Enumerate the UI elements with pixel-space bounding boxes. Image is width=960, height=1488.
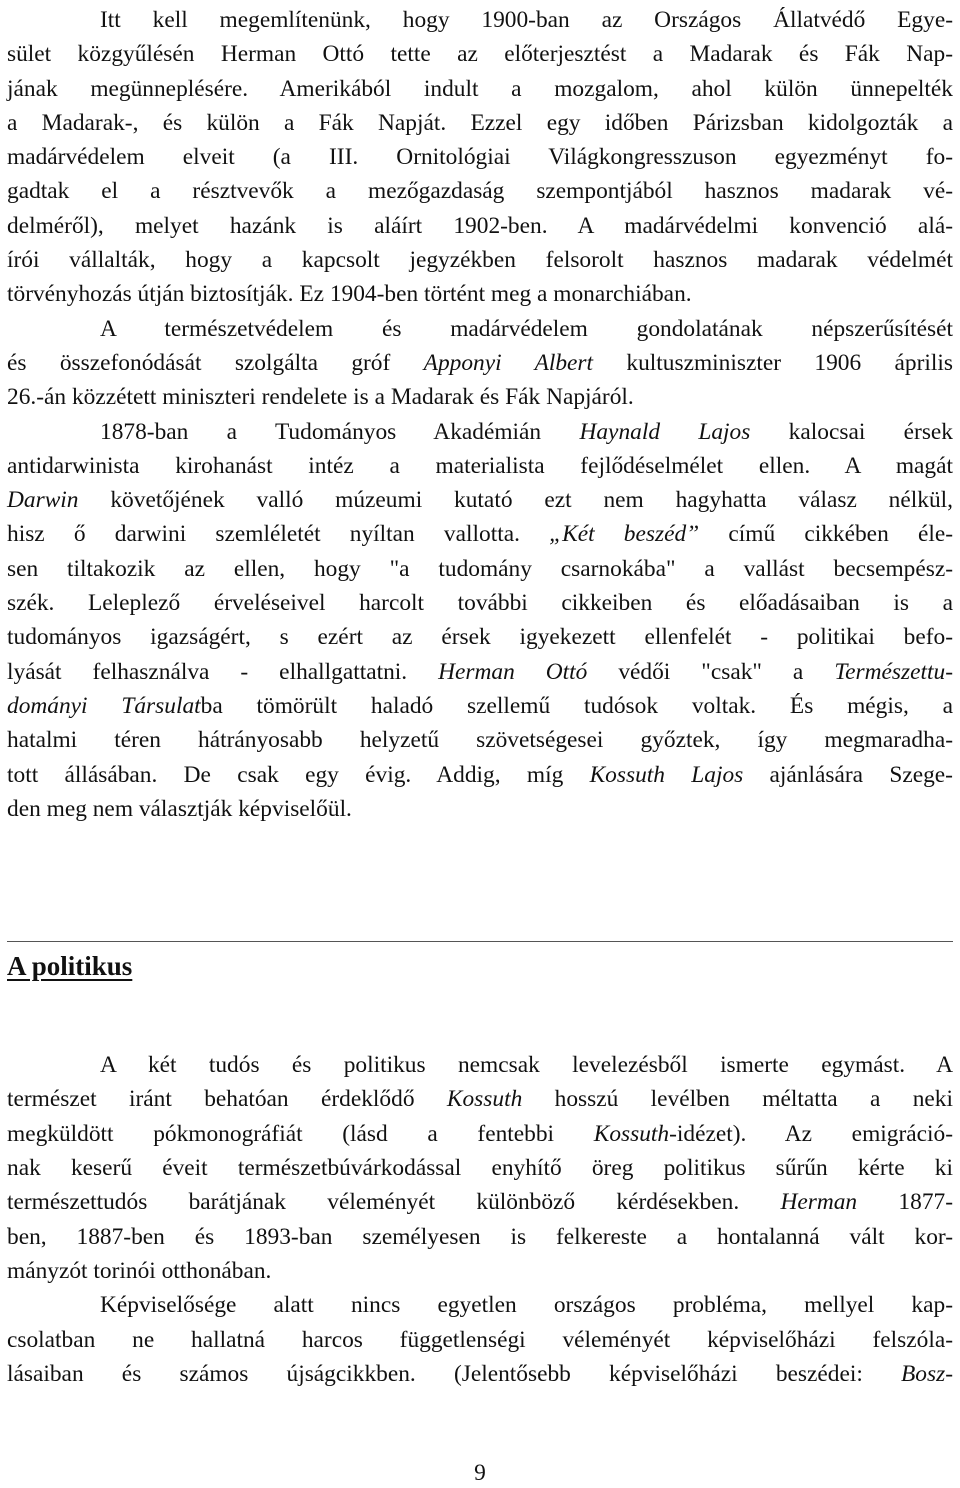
text-span: című cikkében éle- [699, 521, 953, 548]
text-line [7, 758, 953, 792]
italic-text: dományi Társulat [7, 692, 201, 719]
italic-text: Kossuth [593, 1120, 670, 1147]
text-span: kultuszminiszter 1906 április [593, 349, 953, 376]
text-line [7, 586, 953, 620]
text-span: szék. Leleplező érveléseivel harcolt további cikkeiben és előadásaiban is a [7, 590, 953, 617]
text-span: delméről), melyet hazánk is aláírt 1902-ben. A madárvédelmi konvenció alá- [7, 212, 953, 239]
text-span: kalocsai érsek [750, 418, 954, 445]
text-span: antidarwinista kirohanást intéz a materialista fejlődéselmélet ellen. A magát [7, 452, 953, 479]
text-span: követőjének valló múzeumi kutató ezt nem hagyhatta válasz nélkül, [78, 487, 953, 514]
text-span: hatalmi téren hátrányosabb helyzetű szövetségesei győztek, így megmaradha- [7, 727, 953, 754]
italic-text: Bosz- [901, 1360, 953, 1387]
text-line [7, 449, 953, 483]
text-span: A két tudós és politikus nemcsak levelezésből ismerte egymást. A [100, 1052, 953, 1079]
text-span: a Madarak-, és külön a Fák Napját. Ezzel egy időben Párizsban kidolgozták a [7, 109, 953, 136]
section-heading-text: A politikus [7, 951, 133, 982]
text-span: den meg nem választják képviselőül. [7, 795, 352, 822]
text-line [7, 1323, 953, 1357]
text-span: védői "csak" a [587, 658, 835, 685]
italic-text: Kossuth Lajos [589, 761, 744, 788]
text-line [7, 380, 953, 414]
text-span: sen tiltakozik az ellen, hogy "a tudomány csarnokába" a vallást becsempész- [7, 555, 953, 582]
text-span: tott állásában. De csak egy évig. Addig, míg [7, 761, 590, 788]
text-line [7, 415, 953, 449]
body-text-section-2 [7, 1048, 953, 1391]
text-line [7, 1151, 953, 1185]
italic-text: Herman [780, 1189, 858, 1216]
text-span: madárvédelem elveit (a III. Ornitológiai Világkongresszuson egyezményt fo- [7, 144, 953, 171]
text-span: lyását felhasználva - elhallgattatni. [7, 658, 439, 685]
text-span: hosszú levélben méltatta a neki [522, 1086, 953, 1113]
text-span: 1877- [857, 1189, 954, 1216]
text-span: 26.-án közzétett miniszteri rendelete is a Madarak és Fák Napjáról. [7, 384, 634, 411]
text-line [7, 689, 953, 723]
italic-text: Herman Ottó [438, 658, 588, 685]
text-line [7, 3, 953, 37]
text-line [7, 517, 953, 551]
document-page [7, 3, 953, 1391]
text-span: Itt kell megemlítenünk, hogy 1900-ban az Országos Állatvédő Egye- [100, 7, 953, 33]
text-line [7, 72, 953, 106]
text-span: mányzót torinói otthonában. [7, 1257, 272, 1284]
text-span: Képviselősége alatt nincs egyetlen országos probléma, mellyel kap- [100, 1292, 953, 1319]
text-line [7, 277, 953, 311]
text-line [7, 620, 953, 654]
text-span: csolatban ne hallatná harcos függetlenségi véleményét képviselőházi felszóla- [7, 1326, 953, 1353]
italic-text: Darwin [7, 487, 79, 514]
text-line [7, 243, 953, 277]
text-span: törvényhozás útján biztosítják. Ez 1904-ben történt meg a monarchiában. [7, 281, 692, 308]
text-line [7, 1254, 953, 1288]
text-line [7, 106, 953, 140]
text-line [7, 209, 953, 243]
text-span: jának megünneplésére. Amerikából indult a mozgalom, ahol külön ünnepelték [7, 75, 953, 102]
text-line [7, 37, 953, 71]
text-span: -idézet). Az emigráció- [669, 1120, 953, 1147]
text-line [7, 346, 953, 380]
text-span: ben, 1887-ben és 1893-ban személyesen is felkereste a hontalanná vált kor- [7, 1223, 953, 1250]
text-span: gadtak el a résztvevők a mezőgazdaság szempontjából hasznos madarak vé- [7, 178, 953, 205]
text-line [7, 140, 953, 174]
text-span: természettudós barátjának véleményét különböző kérdésekben. [7, 1189, 781, 1216]
page-number: 9 [474, 1460, 486, 1486]
italic-text: Kossuth [446, 1086, 523, 1113]
text-span: 1878-ban a Tudományos Akadémián [100, 418, 580, 445]
text-span: hisz ő darwini szemléletét nyíltan vallotta. [7, 521, 550, 548]
text-span: megküldött pókmonográfiát (lásd a fentebbi [7, 1120, 594, 1147]
text-line [7, 312, 953, 346]
text-line [7, 1048, 953, 1082]
italic-text: „Két beszéd” [549, 521, 700, 548]
text-span: lásaiban és számos újságcikkben. (Jelentősebb képviselőházi beszédei: [7, 1360, 902, 1387]
text-line [7, 483, 953, 517]
text-span: nak keserű éveit természetbúvárkodással enyhítő öreg politikus sűrűn kérte ki [7, 1155, 953, 1182]
italic-text: Természettu- [834, 658, 954, 685]
text-span: ajánlására Szege- [743, 761, 953, 788]
text-line [7, 174, 953, 208]
section-gap [7, 826, 953, 941]
section-heading [7, 942, 953, 986]
italic-text: Apponyi Albert [423, 349, 594, 376]
text-line [7, 1288, 953, 1322]
text-line [7, 552, 953, 586]
text-span: írói vállalták, hogy a kapcsolt jegyzékben felsorolt hasznos madarak védelmét [7, 247, 953, 274]
text-line [7, 723, 953, 757]
text-line [7, 792, 953, 826]
text-span: tudományos igazságért, s ezért az érsek igyekezett ellenfelét - politikai befo- [7, 624, 953, 651]
body-text-section-1 [7, 3, 953, 826]
heading-gap [7, 986, 953, 1048]
text-line [7, 1185, 953, 1219]
italic-text: Haynald Lajos [579, 418, 751, 445]
text-span: A természetvédelem és madárvédelem gondolatának népszerűsítését [100, 315, 953, 342]
text-line [7, 1220, 953, 1254]
text-line [7, 1082, 953, 1116]
text-span: sület közgyűlésén Herman Ottó tette az előterjesztést a Madarak és Fák Nap- [7, 41, 953, 68]
text-line [7, 1117, 953, 1151]
text-span: és összefonódását szolgálta gróf [7, 349, 424, 376]
text-line [7, 1357, 953, 1391]
text-line [7, 655, 953, 689]
text-span: ba tömörült haladó szellemű tudósok voltak. És mégis, a [200, 692, 954, 719]
text-span: természet iránt behatóan érdeklődő [7, 1086, 447, 1113]
